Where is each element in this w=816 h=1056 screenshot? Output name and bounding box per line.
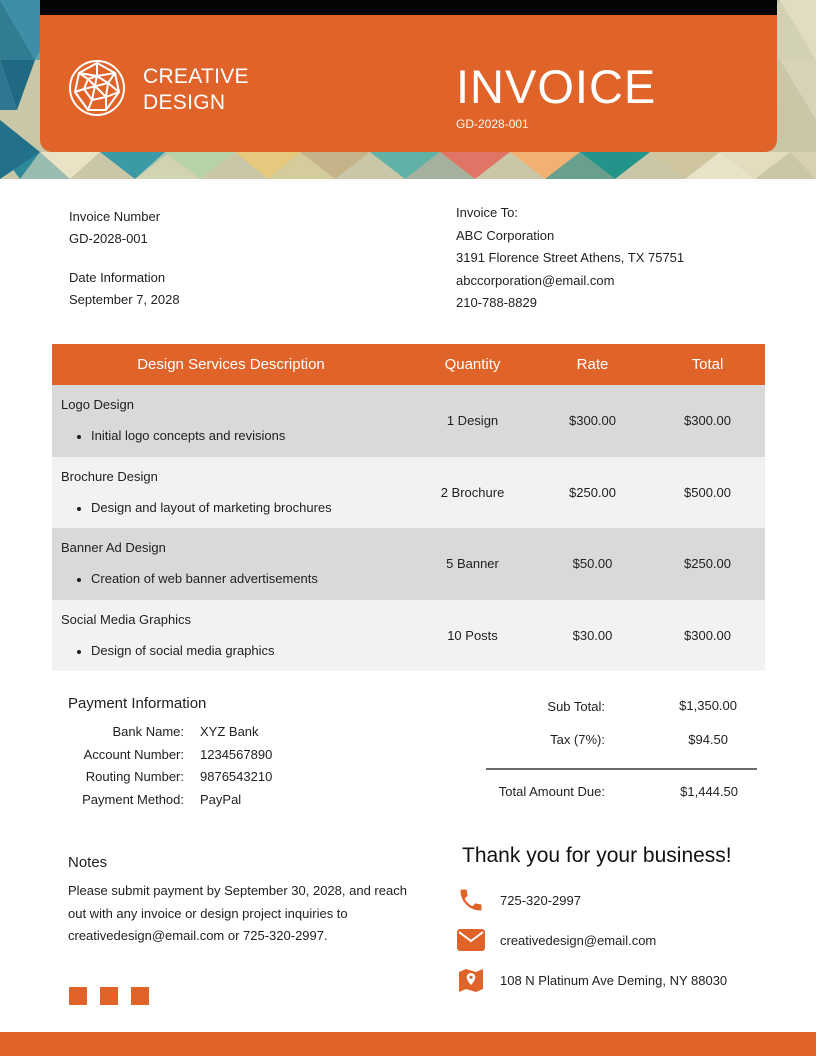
bill-to-company: ABC Corporation [456, 227, 555, 243]
invoice-date: September 7, 2028 [69, 292, 180, 307]
contact-phone [456, 885, 581, 915]
row-description [52, 467, 410, 518]
payment-method-label: Payment Method: [82, 791, 184, 807]
invoice-code: GD-2028-001 [456, 117, 529, 131]
item-name: Banner Ad Design [61, 540, 166, 556]
row-quantity: 1 Design [446, 413, 499, 429]
top-black-bar [40, 0, 777, 15]
row-quantity: 5 Banner [446, 556, 499, 572]
header-rate: Rate [576, 356, 609, 373]
date-label: Date Information [69, 270, 166, 285]
payment-method-value: PayPal [200, 791, 242, 807]
table-row [52, 528, 765, 600]
item-detail-text: Initial logo concepts and revisions [91, 428, 286, 444]
row-total: $300.00 [684, 627, 731, 643]
table-header [52, 344, 765, 385]
decorative-square [131, 987, 149, 1005]
row-description [52, 610, 410, 661]
services-table [52, 344, 765, 671]
row-total: $300.00 [684, 413, 731, 429]
item-name: Brochure Design [61, 468, 158, 484]
account-number-label: Account Number: [83, 746, 184, 762]
item-detail-text: Creation of web banner advertisements [91, 571, 318, 587]
total-due-value: $1,444.50 [680, 784, 738, 799]
invoice-number: GD-2028-001 [69, 231, 148, 246]
brand-name-line2: DESIGN [143, 91, 226, 114]
thank-you-message: Thank you for your business! [462, 844, 732, 867]
payment-info [68, 721, 272, 811]
invoice-title: INVOICE [456, 60, 657, 113]
decorative-square [100, 987, 118, 1005]
table-row [52, 457, 765, 529]
header-description: Design Services Description [137, 356, 325, 373]
row-rate: $250.00 [569, 484, 616, 500]
map-pin-icon [456, 965, 486, 995]
contact-phone-text: 725-320-2997 [500, 892, 581, 908]
invoice-number-label: Invoice Number [69, 209, 161, 224]
brand-name-line1: CREATIVE [143, 65, 249, 88]
routing-number-value: 9876543210 [200, 769, 273, 784]
notes-title: Notes [68, 854, 108, 871]
payment-row [68, 766, 272, 789]
row-total: $250.00 [684, 556, 731, 572]
notes-text: Please submit payment by September 30, 2028, and reach out with any invoice or design project inquiries to creativedesign@email.com or 725-320-2997. [68, 883, 407, 944]
bill-to-label: Invoice To: [456, 205, 518, 220]
header-quantity: Quantity [444, 356, 501, 373]
subtotal-value: $1,350.00 [679, 698, 737, 713]
item-detail [61, 569, 410, 589]
bank-name-value: XYZ Bank [200, 724, 259, 739]
item-detail [61, 498, 410, 518]
table-row [52, 600, 765, 672]
totals-divider [486, 768, 757, 770]
total-due-label: Total Amount Due: [498, 784, 605, 799]
invoice-meta [69, 206, 369, 311]
tax-value: $94.50 [688, 732, 728, 747]
row-rate: $50.00 [572, 556, 613, 572]
brand-name [143, 64, 343, 116]
payment-row [68, 789, 272, 812]
tax-label: Tax (7%): [550, 732, 605, 747]
bill-to-address: 3191 Florence Street Athens, TX 75751 [456, 250, 685, 265]
table-row [52, 385, 765, 457]
item-name: Logo Design [61, 397, 134, 413]
row-rate: $30.00 [572, 627, 613, 643]
item-detail-text: Design and layout of marketing brochures [91, 499, 332, 515]
envelope-icon [456, 925, 486, 955]
geodesic-globe-icon [68, 59, 126, 117]
item-name: Social Media Graphics [61, 611, 192, 627]
row-description [52, 395, 410, 446]
bill-to [456, 202, 786, 315]
footer-bar [0, 1032, 816, 1056]
contact-address [456, 965, 727, 995]
account-number-value: 1234567890 [200, 746, 273, 762]
contact-email-text: creativedesign@email.com [500, 932, 657, 948]
item-detail [61, 641, 410, 661]
header-banner-area [0, 0, 816, 179]
payment-row [68, 721, 272, 744]
payment-info-title: Payment Information [68, 695, 207, 712]
item-detail [61, 426, 410, 446]
header-total: Total [691, 356, 724, 373]
bank-name-label: Bank Name: [112, 724, 184, 739]
decorative-square [69, 987, 87, 1005]
subtotal-label: Sub Total: [547, 699, 605, 714]
contact-address-text: 108 N Platinum Ave Deming, NY 88030 [500, 972, 728, 988]
row-quantity: 10 Posts [447, 627, 498, 643]
item-detail-text: Design of social media graphics [91, 642, 275, 658]
payment-row [68, 744, 272, 767]
bill-to-phone: 210-788-8829 [456, 295, 537, 310]
phone-icon [456, 885, 486, 915]
row-total: $500.00 [684, 484, 731, 500]
decorative-squares [69, 987, 149, 1005]
invoice-banner [40, 15, 777, 152]
bill-to-email: abccorporation@email.com [456, 272, 615, 288]
contact-email [456, 925, 656, 955]
row-rate: $300.00 [569, 413, 616, 429]
routing-number-label: Routing Number: [85, 769, 184, 784]
row-quantity: 2 Brochure [440, 484, 505, 500]
row-description [52, 538, 410, 589]
